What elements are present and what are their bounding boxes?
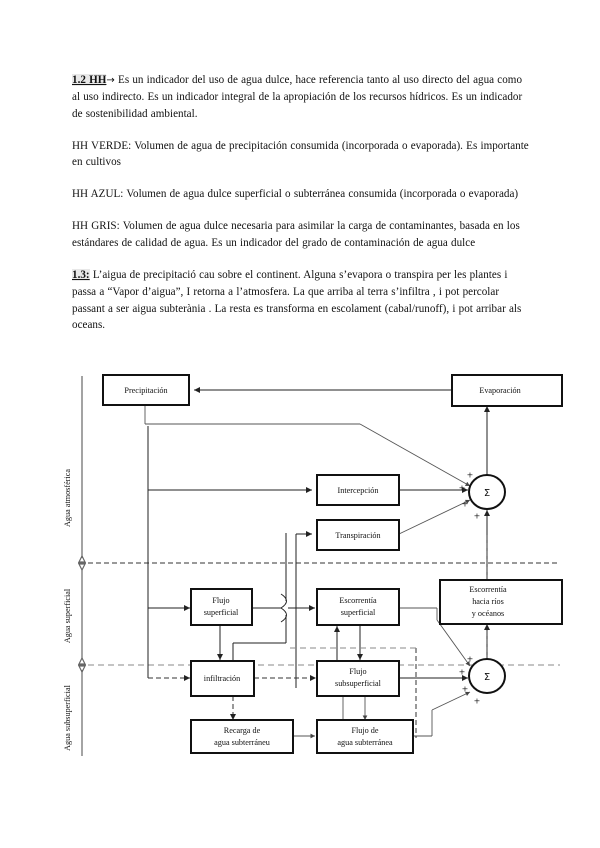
summator-top-sign-2: +: [458, 483, 466, 493]
box-label-flujo-superficial-l2: superficial: [203, 607, 239, 617]
box-label-escorrentia-rios-l3: y océanos: [471, 608, 505, 618]
paragraph-body-hh-gris: HH GRIS: Volumen de agua dulce necesaria para asimilar la carga de contaminantes, basada en los estándares de calidad de agua. Es un indicador del grado de contaminación de agua dulce: [72, 220, 520, 250]
diagram-box-intercepcion[interactable]: [317, 475, 399, 505]
summator-top-sign-1: +: [466, 470, 474, 480]
box-label-recarga-l2: agua subterráneu: [214, 737, 270, 747]
box-label-flujo-subsuperficial-l2: subsuperficial: [335, 678, 381, 688]
paragraph-hh-verde: [72, 138, 530, 172]
paragraph-body-1-2: Es un indicador del uso de agua dulce, hace referencia tanto al uso directo del agua como al uso indirecto. Es un indicador integral de la apropiación de los recursos hídricos. Es un indicador de sostenibilidad ambiental.: [72, 74, 523, 120]
diagram-box-recarga-agua-subterranea[interactable]: [191, 720, 293, 753]
diagram-box-escorrentia-superficial[interactable]: [317, 589, 399, 625]
paragraph-1-2: [72, 72, 530, 123]
summator-top-sign-3: +: [461, 499, 469, 509]
summator-top-symbol: Σ: [483, 488, 491, 499]
diagram-box-precipitacion[interactable]: [103, 375, 189, 405]
box-label-escorrentia-rios-l2: hacia ríos: [472, 596, 504, 606]
paragraph-1-3: [72, 267, 530, 334]
diagram-box-escorrentia-rios-oceanos[interactable]: [440, 580, 562, 624]
summator-bottom-sign-2: +: [458, 667, 466, 677]
box-label-precipitacion: Precipitación: [124, 385, 168, 395]
diagram-box-flujo-agua-subterranea[interactable]: [317, 720, 413, 753]
summator-bottom-sign-1: +: [466, 654, 474, 664]
box-label-escorrentia-rios-l1: Escorrentía: [469, 584, 507, 594]
paragraph-lead-1-2: 1.2 HH: [72, 74, 107, 86]
summator-bottom-sign-4: +: [473, 696, 481, 706]
summator-bottom-sign-3: +: [461, 684, 469, 694]
diagram-box-infiltracion[interactable]: [191, 661, 254, 696]
box-label-flujo-subterranea-l1: Flujo de: [351, 725, 379, 735]
zone-axis: [78, 376, 86, 756]
paragraph-lead-1-3: 1.3:: [72, 268, 90, 281]
box-label-flujo-subterranea-l2: agua subterránea: [337, 737, 393, 747]
text-content: [72, 72, 530, 349]
diagram-box-flujo-subsuperficial[interactable]: [317, 661, 399, 696]
paragraph-body-1-3: L’aigua de precipitació cau sobre el continent. Alguna s’evapora o transpira per les plantes i passa a “Vapor d’aigua”, I retorna a l’atmosfera. La que arriba al terra s’infiltra , i pot percolar passant a ser aigua subterània . La resta es transforma en escolament (cabal/runoff), i pot arribar als oceans.: [72, 268, 522, 332]
box-label-recarga-l1: Recarga de: [223, 725, 261, 735]
paragraph-body-hh-verde: HH VERDE: Volumen de agua de precipitación consumida (incorporada o evaporada). Es importante en cultivos: [72, 139, 529, 169]
arrow-icon: →: [106, 75, 115, 86]
paragraph-body-hh-azul: HH AZUL: Volumen de agua dulce superficial o subterránea consumida (incorporada o evaporada): [72, 188, 519, 201]
box-label-intercepcion: Intercepción: [337, 485, 379, 495]
zone-label-superficial: Agua superficial: [63, 588, 72, 644]
diagram-box-flujo-superficial[interactable]: [191, 589, 252, 625]
diagram-box-evaporacion[interactable]: [452, 375, 562, 406]
summator-bottom[interactable]: [459, 655, 505, 706]
summator-top[interactable]: [459, 471, 505, 521]
box-label-escorrentia-superficial-l1: Escorrentía: [339, 595, 377, 605]
box-label-evaporacion: Evaporación: [479, 385, 521, 395]
box-label-escorrentia-superficial-l2: superficial: [340, 607, 376, 617]
zone-label-atmosferica: Agua atmosférica: [63, 469, 72, 527]
zone-label-subsuperficial: Agua subsuperficial: [63, 685, 72, 751]
diagram-box-transpiracion[interactable]: [317, 520, 399, 550]
paragraph-hh-azul: [72, 186, 530, 203]
box-label-transpiracion: Transpiración: [335, 530, 381, 540]
box-label-flujo-superficial-l1: Flujo: [212, 595, 230, 605]
box-label-flujo-subsuperficial-l1: Flujo: [349, 666, 367, 676]
paragraph-hh-gris: [72, 218, 530, 252]
summator-bottom-symbol: Σ: [483, 672, 491, 683]
hydrological-cycle-diagram: [0, 358, 600, 778]
summator-top-sign-4: +: [473, 511, 481, 521]
box-label-infiltracion: infiltración: [203, 673, 241, 683]
